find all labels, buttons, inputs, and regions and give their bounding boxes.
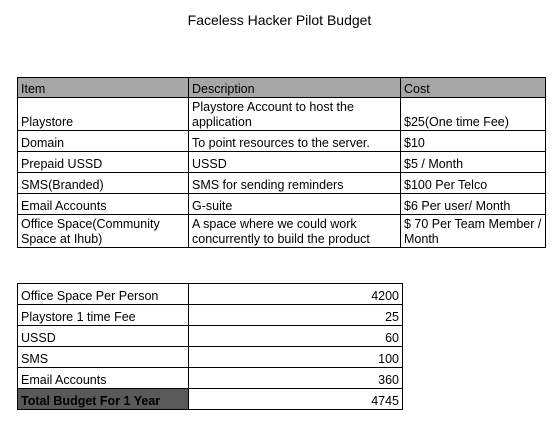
summary-amount: 360 (189, 368, 403, 389)
total-amount: 4745 (189, 389, 403, 410)
table-row (18, 173, 546, 194)
table-header-row (18, 78, 546, 98)
description-cell: A space where we could work concurrently to build the product (189, 215, 401, 248)
budget-summary-table (17, 283, 403, 410)
table-row (18, 215, 546, 248)
description-cell: G-suite (189, 194, 401, 215)
page-title: Faceless Hacker Pilot Budget (187, 12, 372, 28)
total-label: Total Budget For 1 Year (18, 389, 189, 410)
summary-amount: 4200 (189, 284, 403, 305)
summary-label: SMS (18, 347, 189, 368)
table-row (18, 131, 546, 152)
summary-row (18, 284, 403, 305)
item-cell: SMS(Branded) (18, 173, 189, 194)
summary-label: Email Accounts (18, 368, 189, 389)
summary-row (18, 305, 403, 326)
description-cell: To point resources to the server. (189, 131, 401, 152)
item-cell: Domain (18, 131, 189, 152)
description-cell: USSD (189, 152, 401, 173)
item-cell: Playstore (18, 98, 189, 131)
summary-label: Office Space Per Person (18, 284, 189, 305)
summary-row (18, 347, 403, 368)
cost-cell: $25(One time Fee) (401, 98, 546, 131)
cost-cell: $5 / Month (401, 152, 546, 173)
item-cell: Prepaid USSD (18, 152, 189, 173)
item-cell: Office Space(Community Space at Ihub) (18, 215, 189, 248)
summary-row (18, 326, 403, 347)
cost-cell: $6 Per user/ Month (401, 194, 546, 215)
table-row (18, 152, 546, 173)
summary-amount: 25 (189, 305, 403, 326)
table-row (18, 194, 546, 215)
cost-cell: $100 Per Telco (401, 173, 546, 194)
total-row (18, 389, 403, 410)
cost-cell: $10 (401, 131, 546, 152)
summary-label: Playstore 1 time Fee (18, 305, 189, 326)
column-header-cost: Cost (401, 78, 546, 98)
description-cell: Playstore Account to host the application (189, 98, 401, 131)
budget-items-table (17, 77, 546, 248)
summary-row (18, 368, 403, 389)
column-header-item: Item (18, 78, 189, 98)
summary-amount: 100 (189, 347, 403, 368)
summary-amount: 60 (189, 326, 403, 347)
summary-label: USSD (18, 326, 189, 347)
table-row (18, 98, 546, 131)
cost-cell: $ 70 Per Team Member / Month (401, 215, 546, 248)
description-cell: SMS for sending reminders (189, 173, 401, 194)
item-cell: Email Accounts (18, 194, 189, 215)
column-header-description: Description (189, 78, 401, 98)
